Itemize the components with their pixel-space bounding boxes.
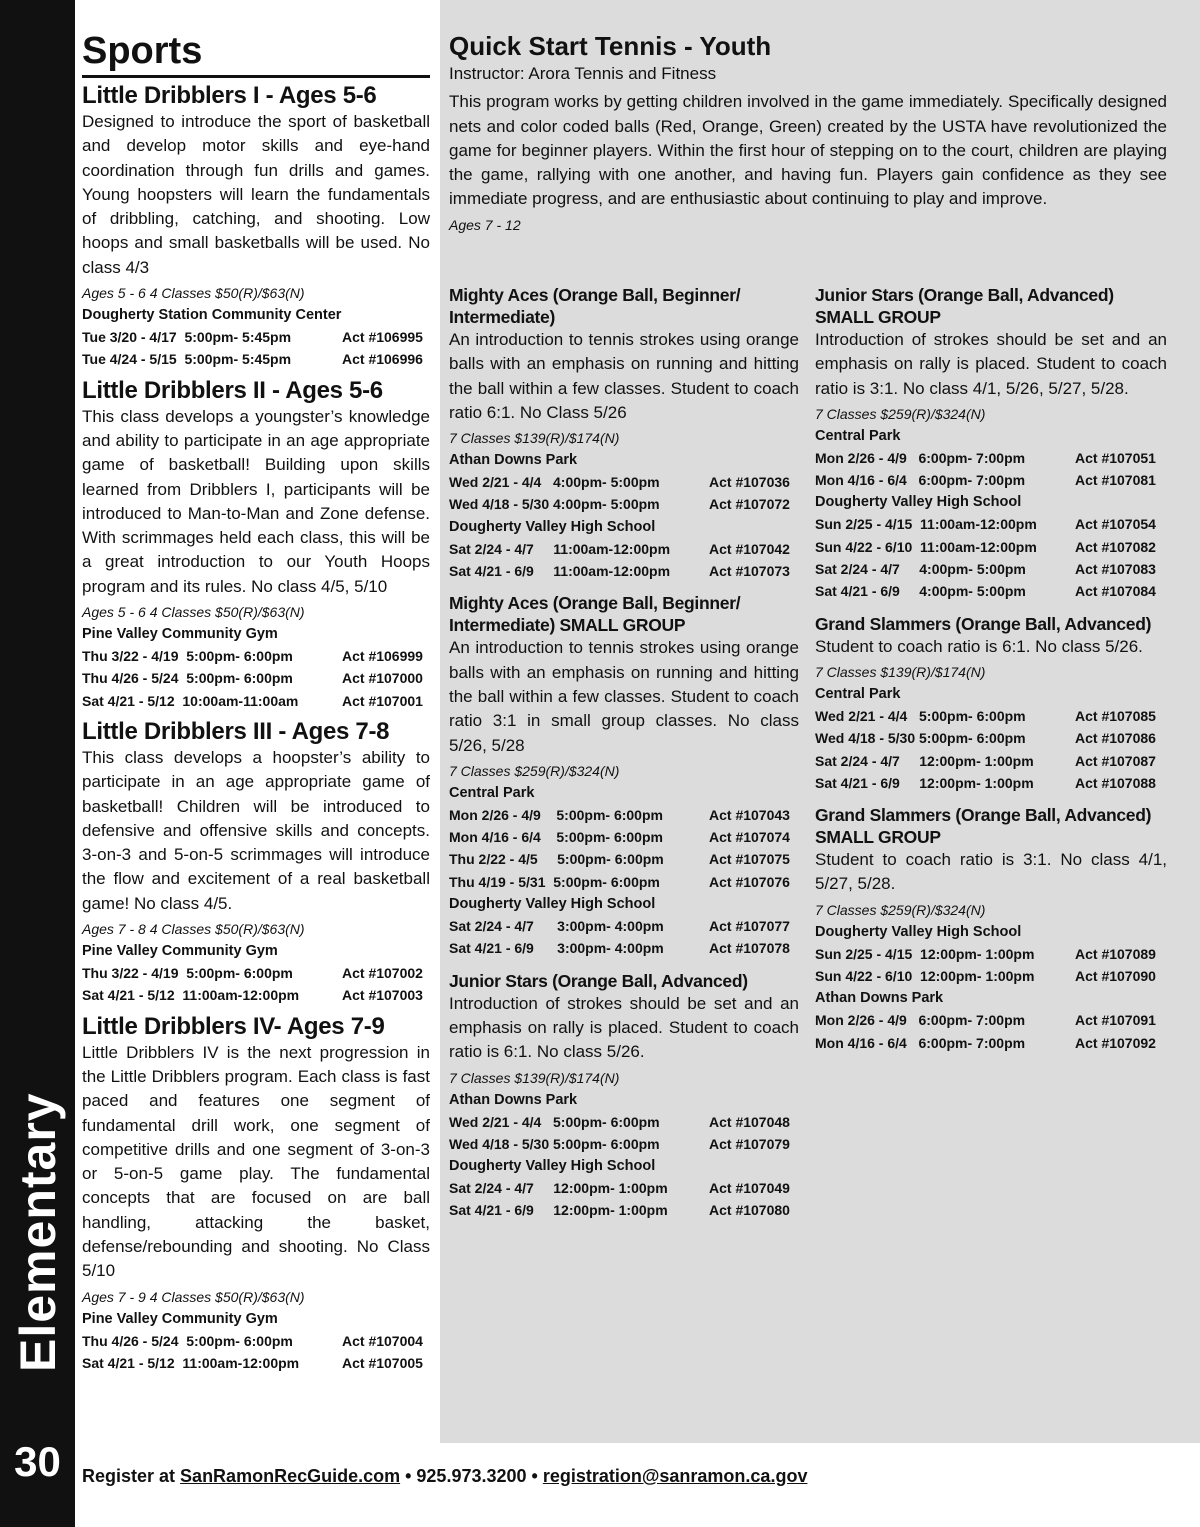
activity-number: Act #107004 (342, 1332, 423, 1349)
right-column (815, 274, 1167, 1054)
schedule-time: Thu 4/19 - 5/31 5:00pm- 6:00pm (449, 873, 660, 890)
schedule-row (815, 750, 1167, 772)
website-link[interactable]: SanRamonRecGuide.com (180, 1466, 401, 1486)
program-title: Little Dribblers I - Ages 5-6 (82, 82, 377, 109)
program-description: An introduction to tennis strokes using orange balls with an emphasis on running and hitting the ball within a few classes. Student to coach ratio 3:1 in small group classes. No class 5/26, 5/28 (449, 638, 799, 755)
schedule-time: Sat 4/21 - 6/9 12:00pm- 1:00pm (449, 1202, 668, 1219)
activity-number: Act #107080 (709, 1202, 790, 1219)
program-block (82, 718, 430, 1007)
program-meta: 7 Classes $259(R)/$324(N) (815, 901, 986, 918)
schedule-time: Thu 3/22 - 4/19 5:00pm- 6:00pm (82, 648, 293, 665)
mid-program-list (449, 284, 799, 1222)
program-description: Designed to introduce the sport of basketball and develop motor skills and eye-hand coordination through fun drills and games. Young hoopsters will learn the fundamentals of dribbling, catching, and shooting. Low hoops and small basketballs will be used. No class 4/3 (82, 112, 430, 277)
location-name: Athan Downs Park (449, 452, 578, 469)
schedule-time: Sun 2/25 - 4/15 12:00pm- 1:00pm (815, 945, 1035, 962)
location-name: Central Park (815, 685, 901, 702)
schedule-row (82, 984, 430, 1006)
schedule-row (82, 1330, 430, 1352)
activity-number: Act #107072 (709, 496, 790, 513)
schedule-time: Sat 4/21 - 6/9 4:00pm- 5:00pm (815, 583, 1026, 600)
footer-prefix: Register at (82, 1466, 181, 1486)
activity-number: Act #107087 (1075, 752, 1156, 769)
schedule-time: Sat 4/21 - 6/9 12:00pm- 1:00pm (815, 774, 1034, 791)
footer (82, 1466, 807, 1487)
activity-number: Act #106995 (342, 329, 423, 346)
program-block (82, 82, 430, 371)
schedule-row (82, 348, 430, 370)
schedule-row (449, 538, 799, 560)
activity-number: Act #107003 (342, 987, 423, 1004)
activity-number: Act #107082 (1075, 538, 1156, 555)
schedule-row (815, 558, 1167, 580)
activity-number: Act #106999 (342, 648, 423, 665)
schedule-time: Thu 4/26 - 5/24 5:00pm- 6:00pm (82, 670, 293, 687)
section-title: Sports (82, 30, 430, 78)
schedule-time: Wed 2/21 - 4/4 5:00pm- 6:00pm (815, 707, 1026, 724)
schedule-row (815, 772, 1167, 794)
schedule-row (815, 705, 1167, 727)
schedule-row (815, 727, 1167, 749)
program-title: Junior Stars (Orange Ball, Advanced) (449, 970, 748, 991)
program-block (82, 1013, 430, 1375)
program-title: Grand Slammers (Orange Ball, Advanced) SMALL GROUP (815, 805, 1152, 848)
location-name: Dougherty Valley High School (449, 1158, 656, 1175)
location-name: Athan Downs Park (449, 1091, 578, 1108)
program-title: Little Dribblers II - Ages 5-6 (82, 376, 383, 404)
schedule-time: Mon 4/16 - 6/4 6:00pm- 7:00pm (815, 1034, 1026, 1051)
schedule-time: Wed 4/18 - 5/30 5:00pm- 6:00pm (815, 730, 1026, 747)
side-label: Elementary (10, 1092, 66, 1372)
email-link[interactable]: registration@sanramon.ca.gov (542, 1466, 808, 1486)
program-block (815, 284, 1167, 603)
quick-start-header (449, 30, 1167, 236)
activity-number: Act #107092 (1075, 1034, 1156, 1051)
schedule-row (815, 469, 1167, 491)
program-title: Grand Slammers (Orange Ball, Advanced) (815, 613, 1152, 634)
program-block (449, 970, 799, 1222)
schedule-row (82, 645, 430, 667)
schedule-time: Sun 4/22 - 6/10 12:00pm- 1:00pm (815, 968, 1035, 985)
activity-number: Act #107005 (342, 1354, 423, 1371)
program-block (815, 804, 1167, 1054)
schedule-time: Sun 4/22 - 6/10 11:00am-12:00pm (815, 538, 1037, 555)
schedule-row (449, 471, 799, 493)
schedule-time: Thu 2/22 - 4/5 5:00pm- 6:00pm (449, 851, 664, 868)
schedule-row (815, 943, 1167, 965)
schedule-row (449, 915, 799, 937)
location-name: Central Park (449, 784, 535, 801)
activity-number: Act #107091 (1075, 1012, 1156, 1029)
activity-number: Act #107085 (1075, 707, 1156, 724)
program-block (449, 284, 799, 582)
schedule-row (449, 560, 799, 582)
schedule-time: Sat 4/21 - 5/12 11:00am-12:00pm (82, 1354, 300, 1371)
activity-number: Act #107086 (1075, 730, 1156, 747)
schedule-time: Mon 2/26 - 4/9 6:00pm- 7:00pm (815, 449, 1026, 466)
activity-number: Act #107000 (342, 670, 423, 687)
schedule-row (82, 667, 430, 689)
location-name: Dougherty Valley High School (449, 896, 656, 913)
schedule-time: Wed 4/18 - 5/30 4:00pm- 5:00pm (449, 496, 660, 513)
activity-number: Act #107054 (1075, 516, 1156, 533)
activity-number: Act #107051 (1075, 449, 1156, 466)
quick-start-title: Quick Start Tennis - Youth (449, 31, 772, 61)
right-program-list (815, 284, 1167, 1054)
schedule-time: Sat 2/24 - 4/7 3:00pm- 4:00pm (449, 918, 664, 935)
schedule-row (815, 536, 1167, 558)
location-name: Dougherty Station Community Center (82, 307, 342, 324)
location-name: Pine Valley Community Gym (82, 1310, 278, 1327)
schedule-row (82, 962, 430, 984)
schedule-time: Mon 4/16 - 6/4 6:00pm- 7:00pm (815, 472, 1026, 489)
quick-start-description: This program works by getting children involved in the game immediately. Specifically designed nets and color coded balls (Red, Orange, Green) created by the USTA have revolutionized the game for beginner players. Within the first hour of stepping on to the court, children are playing the game, rallying with one another, and having fun. Players gain confidence as they see immediate progress, and are enthusiastic about continuing to play and improve. (449, 92, 1167, 209)
schedule-time: Wed 2/21 - 4/4 4:00pm- 5:00pm (449, 474, 660, 491)
schedule-time: Tue 4/24 - 5/15 5:00pm- 5:45pm (82, 351, 292, 368)
program-meta: Ages 7 - 8 4 Classes $50(R)/$63(N) (82, 921, 305, 938)
program-meta: 7 Classes $139(R)/$174(N) (815, 663, 986, 680)
schedule-row (815, 965, 1167, 987)
schedule-row (815, 513, 1167, 535)
schedule-time: Sat 2/24 - 4/7 4:00pm- 5:00pm (815, 561, 1026, 578)
program-block (82, 377, 430, 712)
activity-number: Act #107081 (1075, 472, 1156, 489)
activity-number: Act #107079 (709, 1135, 790, 1152)
location-name: Dougherty Valley High School (815, 923, 1022, 940)
location-name: Central Park (815, 427, 901, 444)
activity-number: Act #107089 (1075, 945, 1156, 962)
schedule-time: Sat 4/21 - 5/12 11:00am-12:00pm (82, 987, 300, 1004)
schedule-row (82, 690, 430, 712)
schedule-time: Thu 3/22 - 4/19 5:00pm- 6:00pm (82, 965, 293, 982)
schedule-row (449, 1177, 799, 1199)
activity-number: Act #107073 (709, 563, 790, 580)
schedule-row (449, 937, 799, 959)
activity-number: Act #107036 (709, 474, 790, 491)
schedule-row (815, 447, 1167, 469)
schedule-time: Sun 2/25 - 4/15 11:00am-12:00pm (815, 516, 1037, 533)
activity-number: Act #107083 (1075, 561, 1156, 578)
schedule-row (815, 580, 1167, 602)
activity-number: Act #107002 (342, 965, 423, 982)
activity-number: Act #107001 (342, 692, 423, 709)
activity-number: Act #107043 (709, 806, 790, 823)
schedule-time: Sat 4/21 - 5/12 10:00am-11:00am (82, 692, 299, 709)
schedule-row (449, 1133, 799, 1155)
program-block (815, 613, 1167, 794)
program-meta: 7 Classes $259(R)/$324(N) (815, 405, 986, 422)
schedule-row (82, 1352, 430, 1374)
activity-number: Act #107074 (709, 829, 790, 846)
location-name: Pine Valley Community Gym (82, 943, 278, 960)
location-name: Dougherty Valley High School (815, 494, 1022, 511)
program-title: Mighty Aces (Orange Ball, Beginner/ Intermediate) SMALL GROUP (449, 593, 741, 636)
middle-column (449, 274, 799, 1222)
schedule-time: Wed 4/18 - 5/30 5:00pm- 6:00pm (449, 1135, 660, 1152)
schedule-row (449, 848, 799, 870)
activity-number: Act #106996 (342, 351, 423, 368)
instructor-line: Instructor: Arora Tennis and Fitness (449, 64, 717, 83)
program-description: Student to coach ratio is 6:1. No class 5/26. (815, 636, 1143, 656)
quick-start-ages: Ages 7 - 12 (449, 216, 521, 233)
schedule-row (449, 826, 799, 848)
schedule-time: Mon 2/26 - 4/9 6:00pm- 7:00pm (815, 1012, 1026, 1029)
activity-number: Act #107076 (709, 873, 790, 890)
schedule-time: Thu 4/26 - 5/24 5:00pm- 6:00pm (82, 1332, 293, 1349)
program-block (449, 592, 799, 959)
program-description: Introduction of strokes should be set and an emphasis on rally is placed. Student to coach ratio is 6:1. No class 5/26. (449, 993, 799, 1062)
left-program-list (82, 82, 430, 1374)
schedule-row (815, 1009, 1167, 1031)
schedule-time: Sat 4/21 - 6/9 3:00pm- 4:00pm (449, 940, 664, 957)
program-meta: 7 Classes $259(R)/$324(N) (449, 762, 620, 779)
activity-number: Act #107084 (1075, 583, 1156, 600)
program-description: This class develops a youngster’s knowledge and ability to participate in an age appropriate game of basketball! Building upon skills learned from Dribblers I, participants will be introduced to Man-to-Man and Zone defense. With scrimmages held each class, this will be a great introduction to our Youth Hoops program and its rules. No class 4/5, 5/10 (82, 406, 430, 596)
schedule-time: Wed 2/21 - 4/4 5:00pm- 6:00pm (449, 1113, 660, 1130)
left-column (82, 0, 430, 1374)
program-description: An introduction to tennis strokes using orange balls with an emphasis on running and hitting the ball within a few classes. Student to coach ratio 6:1. No Class 5/26 (449, 330, 799, 422)
page-number: 30 (14, 1438, 61, 1485)
schedule-row (815, 1032, 1167, 1054)
activity-number: Act #107078 (709, 940, 790, 957)
schedule-row (449, 804, 799, 826)
schedule-row (449, 493, 799, 515)
location-name: Athan Downs Park (815, 990, 944, 1007)
program-meta: Ages 5 - 6 4 Classes $50(R)/$63(N) (82, 604, 305, 621)
schedule-time: Mon 2/26 - 4/9 5:00pm- 6:00pm (449, 806, 663, 823)
activity-number: Act #107075 (709, 851, 790, 868)
program-description: Little Dribblers IV is the next progression in the Little Dribblers program. Each class is fast paced and features one segment of fundamental drill work, one segment of competitive drills and one segment of 3-on-3 or 5-on-5 game play. The fundamental concepts that are focused on are ball handling, attacking the basket, defense/rebounding and shooting. No Class 5/10 (82, 1042, 430, 1281)
schedule-time: Sat 4/21 - 6/9 11:00am-12:00pm (449, 563, 671, 580)
location-name: Dougherty Valley High School (449, 518, 656, 535)
side-bar (0, 0, 75, 1527)
program-meta: Ages 7 - 9 4 Classes $50(R)/$63(N) (82, 1288, 305, 1305)
program-description: Student to coach ratio is 3:1. No class 4/1, 5/27, 5/28. (815, 850, 1167, 894)
activity-number: Act #107090 (1075, 968, 1156, 985)
footer-phone: • 925.973.3200 • (400, 1466, 543, 1486)
schedule-row (449, 871, 799, 893)
schedule-time: Sat 2/24 - 4/7 12:00pm- 1:00pm (815, 752, 1034, 769)
schedule-time: Tue 3/20 - 4/17 5:00pm- 5:45pm (82, 329, 292, 346)
activity-number: Act #107048 (709, 1113, 790, 1130)
activity-number: Act #107042 (709, 540, 790, 557)
program-meta: 7 Classes $139(R)/$174(N) (449, 430, 620, 447)
program-title: Little Dribblers III - Ages 7-8 (82, 717, 390, 745)
program-description: Introduction of strokes should be set and an emphasis on rally is placed. Student to coach ratio is 3:1. No class 4/1, 5/26, 5/27, 5/28. (815, 330, 1167, 398)
program-meta: 7 Classes $139(R)/$174(N) (449, 1069, 620, 1086)
location-name: Pine Valley Community Gym (82, 626, 278, 643)
program-title: Junior Stars (Orange Ball, Advanced) SMALL GROUP (815, 285, 1114, 327)
schedule-time: Mon 4/16 - 6/4 5:00pm- 6:00pm (449, 829, 663, 846)
program-title: Little Dribblers IV- Ages 7-9 (82, 1012, 385, 1040)
program-title: Mighty Aces (Orange Ball, Beginner/ Intermediate) (449, 285, 741, 327)
program-description: This class develops a hoopster’s ability to participate in an age appropriate game of basketball! Children will be introduced to defensive and offensive skills and concepts. 3-on-3 and 5-on-5 scrimmages will introduce the flow and excitement of a real basketball game! No class 4/5. (82, 747, 430, 913)
schedule-row (449, 1199, 799, 1221)
activity-number: Act #107077 (709, 918, 790, 935)
schedule-time: Sat 2/24 - 4/7 11:00am-12:00pm (449, 540, 671, 557)
schedule-row (82, 326, 430, 348)
schedule-row (449, 1111, 799, 1133)
activity-number: Act #107049 (709, 1180, 790, 1197)
activity-number: Act #107088 (1075, 774, 1156, 791)
program-meta: Ages 5 - 6 4 Classes $50(R)/$63(N) (82, 285, 305, 302)
schedule-time: Sat 2/24 - 4/7 12:00pm- 1:00pm (449, 1180, 668, 1197)
